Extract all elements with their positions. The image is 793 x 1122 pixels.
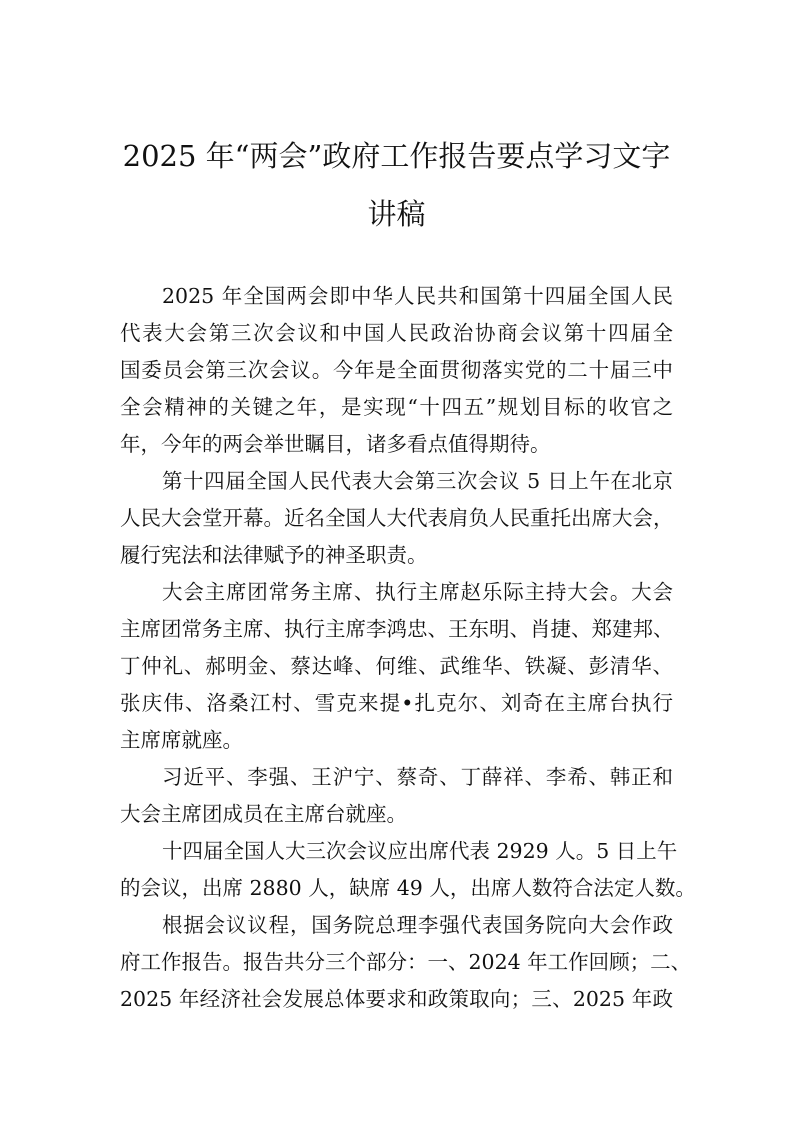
- document-title-line-1: 2025 年“两会”政府工作报告要点学习文字: [122, 139, 671, 173]
- paragraph-3-line-3: 丁仲礼、郝明金、蔡达峰、何维、武维华、铁凝、彭清华、: [120, 654, 673, 678]
- paragraph-1-line-4: 全会精神的关键之年，是实现“十四五”规划目标的收官之: [120, 395, 673, 419]
- paragraph-3-line-4: 张庆伟、洛桑江村、雪克来提•扎克尔、刘奇在主席台执行: [120, 691, 673, 715]
- paragraph-4-line-2: 大会主席团成员在主席台就座。: [120, 802, 407, 826]
- paragraph-4-line-1: 习近平、李强、王沪宁、蔡奇、丁薛祥、李希、韩正和: [162, 765, 673, 789]
- document-title-line-2: 讲稿: [367, 197, 426, 231]
- paragraph-1-line-1: 2025 年全国两会即中华人民共和国第十四届全国人民: [162, 284, 673, 308]
- paragraph-2-line-2: 人民大会堂开幕。近名全国人大代表肩负人民重托出席大会，: [120, 506, 674, 530]
- paragraph-3-line-2: 主席团常务主席、执行主席李鸿忠、王东明、肖捷、郑建邦、: [120, 617, 674, 641]
- paragraph-6-line-1: 根据会议议程，国务院总理李强代表国务院向大会作政: [162, 913, 673, 937]
- paragraph-1-line-3: 国委员会第三次会议。今年是全面贯彻落实党的二十届三中: [120, 358, 673, 382]
- paragraph-5-line-2: 的会议，出席 2880 人，缺席 49 人，出席人数符合法定人数。: [120, 876, 696, 900]
- paragraph-3-line-5: 主席席就座。: [120, 728, 243, 752]
- paragraph-6-line-2: 府工作报告。报告共分三个部分：一、2024 年工作回顾；二、: [120, 950, 692, 974]
- paragraph-1-line-5: 年，今年的两会举世瞩目，诸多看点值得期待。: [120, 432, 551, 456]
- paragraph-2-line-3: 履行宪法和法律赋予的神圣职责。: [120, 543, 428, 567]
- paragraph-5-line-1: 十四届全国人大三次会议应出席代表 2929 人。5 日上午: [162, 839, 678, 863]
- paragraph-1-line-2: 代表大会第三次会议和中国人民政治协商会议第十四届全: [120, 321, 673, 345]
- paragraph-6-line-3: 2025 年经济社会发展总体要求和政策取向；三、2025 年政: [120, 987, 673, 1011]
- paragraph-3-line-1: 大会主席团常务主席、执行主席赵乐际主持大会。大会: [162, 580, 673, 604]
- paragraph-2-line-1: 第十四届全国人民代表大会第三次会议 5 日上午在北京: [162, 469, 673, 493]
